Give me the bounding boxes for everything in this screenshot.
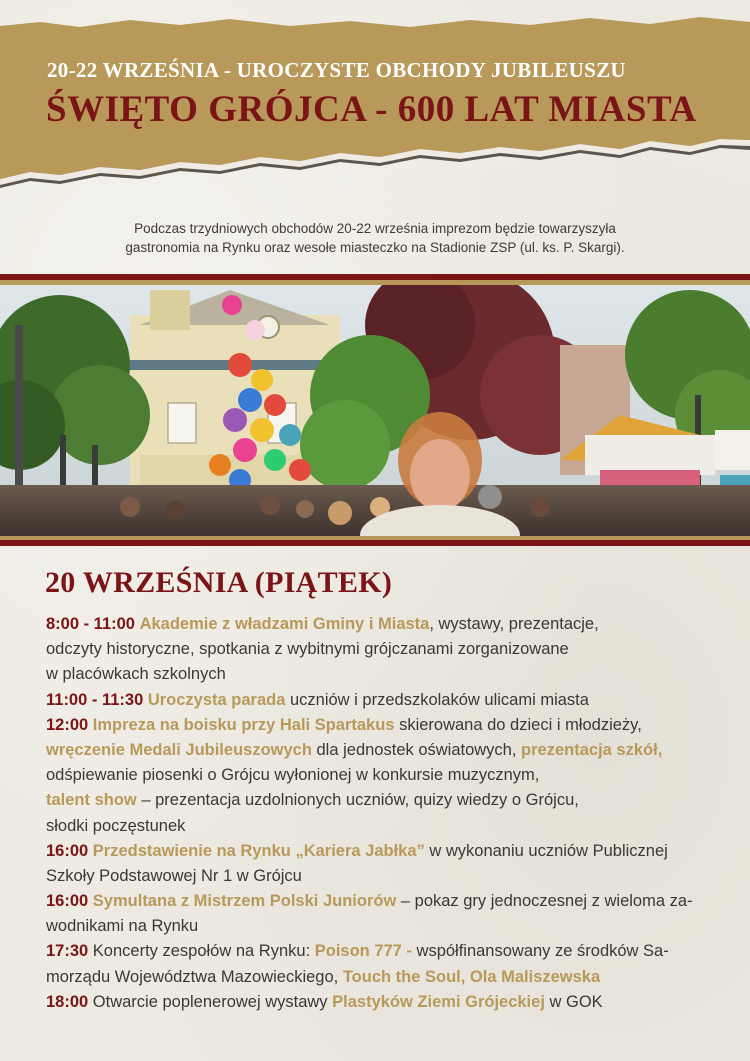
schedule-line <box>46 713 714 738</box>
event-text: odczyty historyczne, spotkania z wybitnymi grójczanami zorganizowane <box>46 640 569 659</box>
schedule-line <box>46 939 714 964</box>
event-text: Szkoły Podstawowej Nr 1 w Grójcu <box>46 866 302 885</box>
event-highlight: Poison 777 - <box>314 942 412 961</box>
event-time: 17:30 <box>46 942 89 961</box>
event-text: – pokaz gry jednoczesnej z wieloma za- <box>396 892 693 911</box>
event-highlight: Impreza na boisku przy Hali Spartakus <box>92 715 395 734</box>
photo-illustration <box>0 285 750 536</box>
event-text: uczniów i przedszkolaków ulicami miasta <box>285 690 589 709</box>
event-highlight: Symultana z Mistrzem Polski Juniorów <box>92 892 397 911</box>
event-text: słodki poczęstunek <box>46 816 186 835</box>
schedule-line <box>46 662 714 687</box>
schedule-line <box>46 965 714 990</box>
event-text: Koncerty zespołów na Rynku: <box>88 942 315 961</box>
event-time: 8:00 - 11:00 <box>46 615 135 633</box>
event-text: skierowana do dzieci i młodzieży, <box>394 715 642 734</box>
intro-line: Podczas trzydniowych obchodów 20-22 września imprezom będzie towarzyszyła <box>134 221 616 236</box>
schedule-line <box>46 814 714 839</box>
event-text: Otwarcie poplenerowej wystawy <box>88 992 333 1011</box>
event-time: 11:00 - 11:30 <box>46 690 144 709</box>
banner-subtitle: 20-22 WRZEŚNIA - UROCZYSTE OBCHODY JUBILEUSZU <box>47 58 626 82</box>
event-text: dla jednostek oświatowych, <box>311 740 522 759</box>
schedule-list <box>46 612 714 1015</box>
schedule-line <box>46 889 714 914</box>
event-highlight: prezentacja szkół, <box>521 740 663 759</box>
event-highlight: Przedstawienie na Rynku „Kariera Jabłka” <box>92 841 425 860</box>
schedule-line <box>46 788 714 813</box>
event-text: , wystawy, prezentacje, <box>429 615 599 633</box>
header-banner <box>0 0 750 205</box>
event-time: 16:00 <box>46 841 89 860</box>
schedule-line <box>46 612 714 637</box>
event-time: 18:00 <box>46 992 89 1011</box>
event-text: odśpiewanie piosenki o Grójcu wyłonionej w konkursie muzycznym, <box>46 766 540 785</box>
event-highlight: Plastyków Ziemi Grójeckiej <box>332 992 545 1011</box>
event-text: wodnikami na Rynku <box>46 917 199 936</box>
event-text: w wykonaniu uczniów Publicznej <box>424 841 668 860</box>
event-text: – prezentacja uzdolnionych uczniów, quizy wiedzy o Grójcu, <box>136 791 579 810</box>
schedule-line <box>46 738 714 763</box>
event-highlight: Uroczysta parada <box>147 690 286 709</box>
schedule-line <box>46 763 714 788</box>
divider-bottom <box>0 540 750 546</box>
schedule-line <box>46 688 714 713</box>
schedule-line <box>46 990 714 1015</box>
event-time: 16:00 <box>46 892 89 911</box>
event-text: w placówkach szkolnych <box>46 665 226 684</box>
intro-line: gastronomia na Rynku oraz wesołe miasteczko na Stadionie ZSP (ul. ks. P. Skargi). <box>125 240 625 255</box>
intro-text <box>60 219 690 257</box>
town-square-festival-photo <box>0 285 750 536</box>
event-highlight: Akademie z władzami Gminy i Miasta <box>139 615 430 633</box>
schedule-line <box>46 864 714 889</box>
day-heading: 20 WRZEŚNIA (PIĄTEK) <box>45 566 393 599</box>
event-highlight: Touch the Soul, Ola Maliszewska <box>342 967 601 986</box>
banner-title: ŚWIĘTO GRÓJCA - 600 LAT MIASTA <box>46 89 697 130</box>
event-text: współfinansowany ze środków Sa- <box>411 942 669 961</box>
event-text: w GOK <box>544 992 603 1011</box>
event-time: 12:00 <box>46 715 89 734</box>
schedule-line <box>46 839 714 864</box>
schedule-line <box>46 637 714 662</box>
event-text: morządu Województwa Mazowieckiego, <box>46 967 343 986</box>
event-highlight: talent show <box>46 791 137 810</box>
event-highlight: wręczenie Medali Jubileuszowych <box>46 740 312 759</box>
schedule-line <box>46 914 714 939</box>
